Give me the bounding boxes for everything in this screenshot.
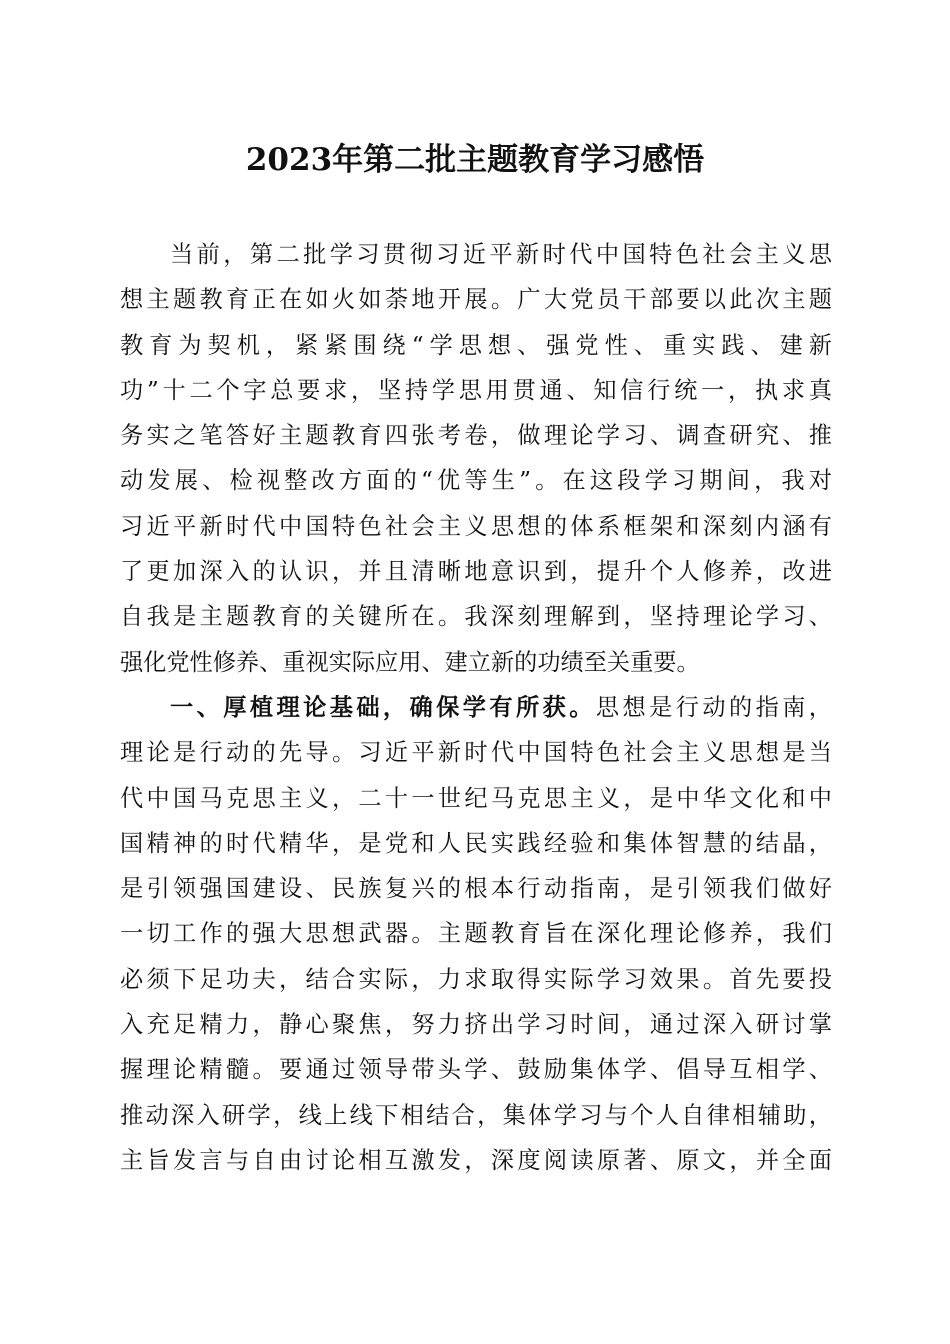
section-first-line-text: 思想是行动的指南，: [595, 693, 832, 721]
paragraph-line: 是引领强国建设、民族复兴的根本行动指南，是引领我们做好: [120, 875, 832, 903]
paragraph-line: 习近平新时代中国特色社会主义思想的体系框架和深刻内涵有: [120, 512, 832, 540]
section-heading: 一、厚植理论基础，确保学有所获。: [170, 693, 596, 721]
paragraph-line: 主旨发言与自由讨论相互激发，深度阅读原著、原文，并全面: [120, 1146, 832, 1174]
paragraph-line: 动发展、检视整改方面的“优等生”。在这段学习期间，我对: [120, 467, 832, 495]
paragraph-line: 了更加深入的认识，并且清晰地意识到，提升个人修养，改进: [120, 558, 832, 586]
paragraph-line: 自我是主题教育的关键所在。我深刻理解到，坚持理论学习、: [120, 603, 832, 631]
paragraph-line: 教育为契机，紧紧围绕“学思想、强党性、重实践、建新: [120, 331, 832, 359]
paragraph-line: 一切工作的强大思想武器。主题教育旨在深化理论修养，我们: [120, 920, 832, 948]
paragraph-line: 务实之笔答好主题教育四张考卷，做理论学习、调查研究、推: [120, 422, 832, 450]
paragraph-line: 推动深入研学，线上线下相结合，集体学习与个人自律相辅助，: [120, 1101, 832, 1129]
paragraph-line: 握理论精髓。要通过领导带头学、鼓励集体学、倡导互相学、: [120, 1056, 832, 1084]
paragraph-line: 代中国马克思主义，二十一世纪马克思主义，是中华文化和中: [120, 784, 832, 812]
document-body: [120, 232, 832, 1183]
section-first-line: [120, 685, 832, 730]
paragraph-line: 国精神的时代精华，是党和人民实践经验和集体智慧的结晶，: [120, 829, 832, 857]
paragraph-line: 理论是行动的先导。习近平新时代中国特色社会主义思想是当: [120, 739, 832, 767]
document-title: 2023年第二批主题教育学习感悟: [245, 142, 705, 178]
paragraph-line: 必须下足功夫，结合实际，力求取得实际学习效果。首先要投: [120, 965, 832, 993]
paragraph-line: 强化党性修养、重视实际应用、建立新的功绩至关重要。: [120, 648, 700, 676]
paragraph-line: 功”十二个字总要求，坚持学思用贯通、知信行统一，执求真: [120, 376, 832, 404]
paragraph-line: 入充足精力，静心聚焦，努力挤出学习时间，通过深入研讨掌: [120, 1011, 832, 1039]
paragraph-line: 想主题教育正在如火如荼地开展。广大党员干部要以此次主题: [120, 286, 832, 314]
paragraph-line: 当前，第二批学习贯彻习近平新时代中国特色社会主义思: [170, 241, 832, 268]
